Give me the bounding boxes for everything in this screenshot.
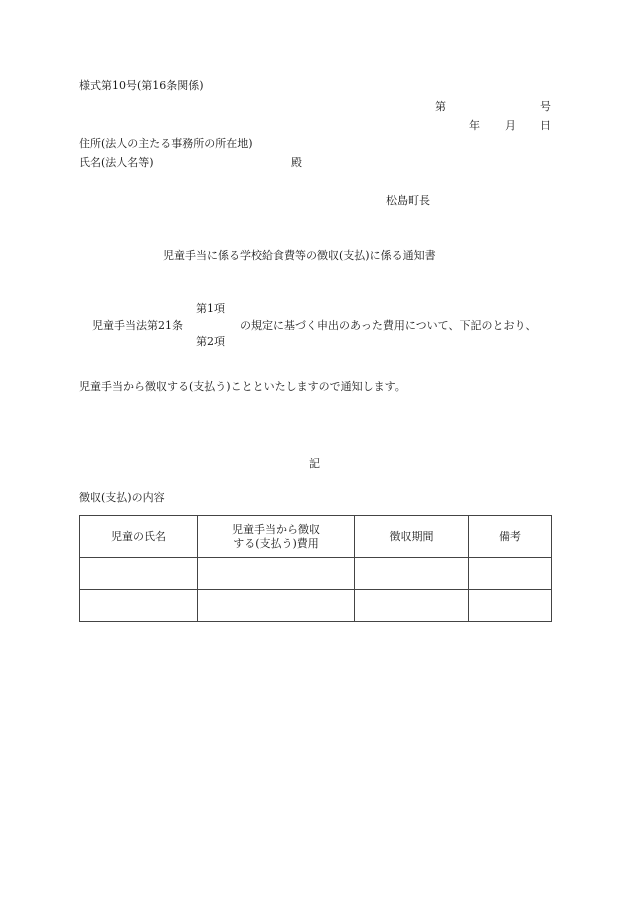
collection-table: [79, 515, 552, 622]
law-reference: 児童手当法第21条: [92, 319, 183, 332]
header-remarks: 備考: [469, 516, 552, 558]
doc-number-go: 号: [540, 100, 551, 113]
recipient-name-label: 氏名(法人名等): [79, 156, 154, 169]
document-title: 児童手当に係る学校給食費等の徴収(支払)に係る通知書: [163, 249, 436, 262]
form-number: 様式第10号(第16条関係): [79, 79, 204, 92]
header-cost: [198, 516, 355, 558]
recipient-honorific: 殿: [291, 156, 302, 169]
date-day: 日: [540, 119, 551, 132]
ki-heading: 記: [309, 457, 320, 470]
table-caption: 徴収(支払)の内容: [79, 491, 165, 504]
cell-period: [355, 590, 469, 622]
recipient-address-label: 住所(法人の主たる事務所の所在地): [79, 137, 253, 150]
issuer: 松島町長: [386, 194, 430, 207]
body-line-2: 児童手当から徴収する(支払う)ことといたしますので通知します。: [79, 380, 406, 393]
cell-remarks: [469, 558, 552, 590]
cell-remarks: [469, 590, 552, 622]
cell-period: [355, 558, 469, 590]
clause-2: 第2項: [196, 335, 225, 348]
cell-cost: [198, 590, 355, 622]
header-cost-line-1: 児童手当から徴収: [232, 522, 320, 536]
cell-child-name: [80, 558, 198, 590]
date-year: 年: [469, 119, 480, 132]
doc-number-dai: 第: [435, 100, 446, 113]
cell-cost: [198, 558, 355, 590]
cell-child-name: [80, 590, 198, 622]
table-header-row: [80, 516, 552, 558]
table-row: [80, 590, 552, 622]
header-cost-line-2: する(支払う)費用: [233, 536, 319, 550]
body-line-1: の規定に基づく申出のあった費用について、下記のとおり、: [240, 319, 537, 332]
date-month: 月: [505, 119, 516, 132]
header-period: 徴収期間: [355, 516, 469, 558]
clause-1: 第1項: [196, 302, 225, 315]
header-child-name: 児童の氏名: [80, 516, 198, 558]
table-row: [80, 558, 552, 590]
